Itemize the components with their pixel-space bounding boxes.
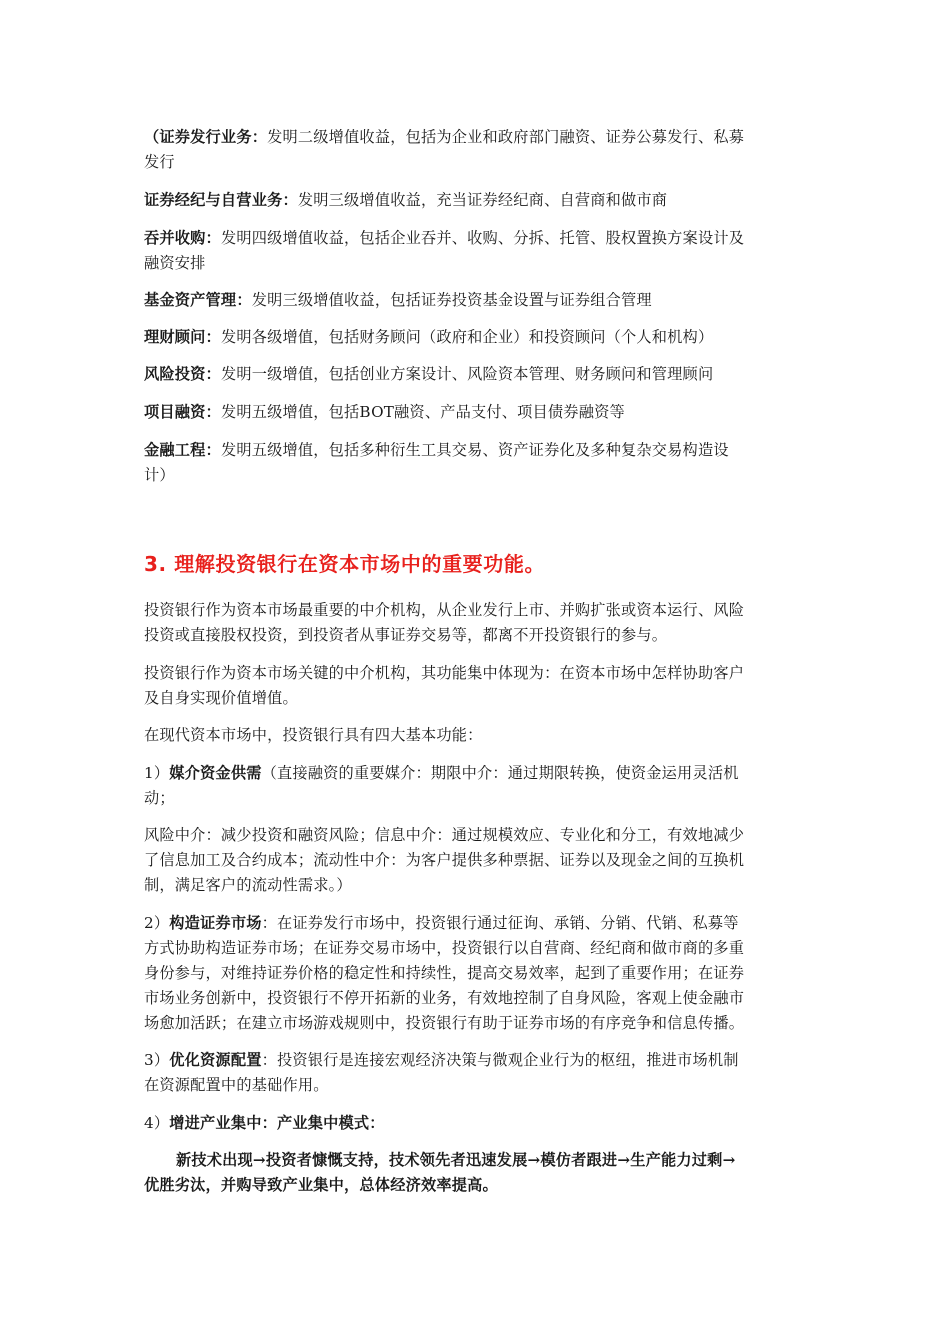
function-term: 优化资源配置 [169, 1051, 262, 1069]
paragraph-line: 制，满足客户的流动性需求。） [144, 876, 352, 894]
model-line: 优胜劣汰，并购导致产业集中，总体经济效率提高。 [144, 1176, 498, 1194]
item-term: 吞并收购： [144, 229, 221, 247]
paragraph-line: 了信息加工及合约成本；流动性中介：为客户提供多种票据、证券以及现金之间的互换机 [144, 851, 745, 869]
function-number: 3） [144, 1051, 170, 1069]
function-3 [144, 1048, 806, 1098]
function-term: 媒介资金供需 [169, 764, 262, 782]
paragraph-line: 风险中介：减少投资和融资风险；信息中介：通过规模效应、专业化和分工，有效地减少 [144, 826, 745, 844]
item-term: 项目融资： [144, 403, 221, 421]
section-heading: 3. 理解投资银行在资本市场中的重要功能。 [144, 552, 546, 576]
item-term: 基金资产管理： [144, 291, 252, 309]
function-number: 1） [144, 764, 170, 782]
function-number: 2） [144, 914, 170, 932]
paragraph-function-summary [144, 661, 806, 711]
function-desc: （直接融资的重要媒介：期限中介：通过期限转换，使资金运用灵活机 [261, 764, 739, 782]
item-desc-cont: 计） [144, 466, 175, 484]
paragraph-four-functions [144, 723, 806, 748]
item-term: 理财顾问： [144, 328, 221, 346]
model-line: 新技术出现→投资者慷慨支持，技术领先者迅速发展→模仿者跟进→生产能力过剩→ [176, 1151, 736, 1169]
item-term: 证券经纪与自营业务： [144, 191, 298, 209]
item-desc: 发明三级增值收益，包括证券投资基金设置与证券组合管理 [251, 291, 652, 309]
item-term: （证券发行业务： [144, 128, 268, 146]
item-desc: 发明五级增值，包括多种衍生工具交易、资产证券化及多种复杂交易构造设 [220, 441, 729, 459]
paragraph-line: 投资银行作为资本市场最重要的中介机构，从企业发行上市、并购扩张或资本运行、风险 [144, 601, 745, 619]
item-desc: 发明三级增值收益，充当证券经纪商、自营商和做市商 [297, 191, 668, 209]
function-desc-cont: 场愈加活跃；在建立市场游戏规则中，投资银行有助于证券市场的有序竞争和信息传播。 [144, 1014, 745, 1032]
function-term: 构造证券市场 [169, 914, 262, 932]
function-desc-cont: 动； [144, 789, 175, 807]
item-brokerage-proprietary [144, 188, 806, 213]
item-term: 风险投资： [144, 365, 221, 383]
item-desc: 发明五级增值，包括BOT融资、产品支付、项目债券融资等 [220, 403, 625, 421]
item-desc-cont: 融资安排 [144, 254, 206, 272]
item-project-finance [144, 400, 806, 425]
paragraph-line: 投资或直接股权投资，到投资者从事证券交易等，都离不开投资银行的参与。 [144, 626, 668, 644]
item-financial-engineering [144, 438, 806, 488]
function-2 [144, 911, 806, 1036]
item-desc: 发明二级增值收益，包括为企业和政府部门融资、证券公募发行、私募 [267, 128, 745, 146]
function-desc-cont: 方式协助构造证券市场；在证券交易市场中，投资银行以自营商、经纪商和做市商的多重 [144, 939, 745, 957]
item-venture-capital [144, 362, 806, 387]
function-1 [144, 761, 806, 811]
function-number: 4） [144, 1114, 170, 1132]
function-desc-cont: 在资源配置中的基础作用。 [144, 1076, 329, 1094]
function-desc: ：投资银行是连接宏观经济决策与微观企业行为的枢纽，推进市场机制 [261, 1051, 739, 1069]
function-4 [144, 1111, 806, 1136]
function-desc-cont: 身份参与，对维持证券价格的稳定性和持续性，提高交易效率，起到了重要作用；在证券 [144, 964, 745, 982]
paragraph-line: 投资银行作为资本市场关键的中介机构，其功能集中体现为：在资本市场中怎样协助客户 [144, 664, 745, 682]
paragraph-line: 及自身实现价值增值。 [144, 689, 298, 707]
function-desc: ：在证券发行市场中，投资银行通过征询、承销、分销、代销、私募等 [261, 914, 739, 932]
item-desc: 发明四级增值收益，包括企业吞并、收购、分拆、托管、股权置换方案设计及 [220, 229, 745, 247]
item-desc-cont: 发行 [144, 153, 175, 171]
item-term: 金融工程： [144, 441, 221, 459]
item-desc: 发明一级增值，包括创业方案设计、风险资本管理、财务顾问和管理顾问 [220, 365, 714, 383]
item-financial-advisory [144, 325, 806, 350]
paragraph-intro [144, 598, 806, 648]
item-desc: 发明各级增值，包括财务顾问（政府和企业）和投资顾问（个人和机构） [220, 328, 714, 346]
item-fund-asset-management [144, 288, 806, 313]
item-securities-issuance [144, 125, 806, 175]
industry-concentration-model [144, 1148, 806, 1198]
function-desc-cont: 市场业务创新中，投资银行不停开拓新的业务，有效地控制了自身风险，客观上使金融市 [144, 989, 745, 1007]
item-mergers-acquisitions [144, 226, 806, 276]
paragraph-line: 在现代资本市场中，投资银行具有四大基本功能： [144, 726, 483, 744]
function-term: 增进产业集中：产业集中模式： [169, 1114, 385, 1132]
function-1-continued [144, 823, 806, 898]
